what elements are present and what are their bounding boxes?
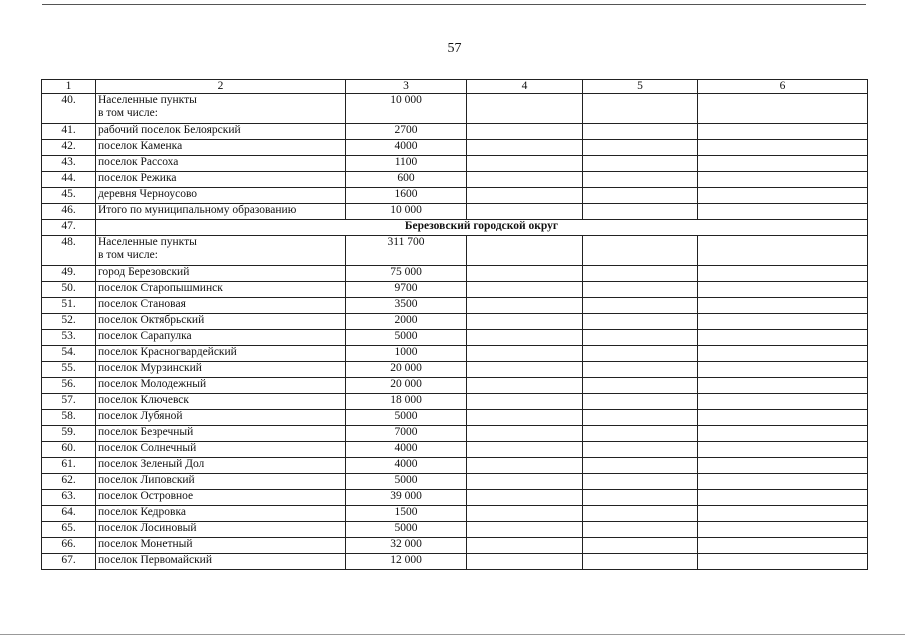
empty-cell: [467, 266, 583, 282]
row-number: 45.: [42, 188, 96, 204]
empty-cell: [583, 442, 698, 458]
settlement-name-cell: [96, 554, 346, 570]
settlement-name: поселок Островное: [98, 490, 194, 502]
settlement-name-cell: [96, 362, 346, 378]
settlement-name: поселок Рассоха: [98, 156, 179, 168]
empty-cell: [698, 188, 868, 204]
column-header: 6: [698, 80, 868, 94]
empty-cell: [583, 378, 698, 394]
population-value: 32 000: [346, 538, 467, 554]
table-row: [42, 330, 868, 346]
population-value: 1600: [346, 188, 467, 204]
empty-cell: [698, 314, 868, 330]
settlement-name: деревня Черноусово: [98, 188, 198, 200]
row-number: 59.: [42, 426, 96, 442]
settlement-name: поселок Становая: [98, 298, 186, 310]
settlement-name-cell: [96, 94, 346, 124]
empty-cell: [467, 314, 583, 330]
settlement-name: поселок Солнечный: [98, 442, 197, 454]
row-number: 53.: [42, 330, 96, 346]
empty-cell: [583, 94, 698, 124]
empty-cell: [583, 362, 698, 378]
settlement-name: поселок Сарапулка: [98, 330, 192, 342]
settlement-name-cell: [96, 410, 346, 426]
empty-cell: [467, 522, 583, 538]
row-number: 51.: [42, 298, 96, 314]
settlement-name-cell: [96, 426, 346, 442]
population-value: 4000: [346, 140, 467, 156]
settlement-name: поселок Первомайский: [98, 554, 212, 566]
settlement-name-cell: [96, 522, 346, 538]
column-header: 5: [583, 80, 698, 94]
row-number: 48.: [42, 236, 96, 266]
empty-cell: [583, 506, 698, 522]
table-row: [42, 282, 868, 298]
row-number: 58.: [42, 410, 96, 426]
population-value: 1100: [346, 156, 467, 172]
settlement-name-cell: [96, 266, 346, 282]
empty-cell: [467, 554, 583, 570]
empty-cell: [583, 346, 698, 362]
bottom-rule: [0, 634, 905, 635]
row-number: 61.: [42, 458, 96, 474]
population-value: 75 000: [346, 266, 467, 282]
settlement-name: поселок Ключевск: [98, 394, 189, 406]
settlement-name: поселок Режика: [98, 172, 177, 184]
table-body: [42, 80, 868, 570]
empty-cell: [467, 378, 583, 394]
top-rule: [42, 4, 866, 5]
empty-cell: [583, 554, 698, 570]
table-row: [42, 236, 868, 266]
row-number: 43.: [42, 156, 96, 172]
settlement-name: поселок Монетный: [98, 538, 193, 550]
population-value: 39 000: [346, 490, 467, 506]
row-number: 41.: [42, 124, 96, 140]
table-row: [42, 314, 868, 330]
settlement-name: поселок Лубяной: [98, 410, 183, 422]
empty-cell: [698, 156, 868, 172]
row-number: 54.: [42, 346, 96, 362]
settlement-name-cell: [96, 314, 346, 330]
empty-cell: [698, 410, 868, 426]
empty-cell: [698, 490, 868, 506]
table-row: [42, 362, 868, 378]
table-row: [42, 522, 868, 538]
empty-cell: [467, 330, 583, 346]
empty-cell: [698, 522, 868, 538]
table-row: [42, 506, 868, 522]
population-value: 2000: [346, 314, 467, 330]
empty-cell: [698, 506, 868, 522]
empty-cell: [467, 506, 583, 522]
population-value: 5000: [346, 330, 467, 346]
empty-cell: [698, 474, 868, 490]
table-row: [42, 172, 868, 188]
settlement-name-cell: [96, 298, 346, 314]
settlement-name: поселок Безречный: [98, 426, 194, 438]
settlement-name-cell: [96, 378, 346, 394]
empty-cell: [698, 172, 868, 188]
empty-cell: [467, 188, 583, 204]
settlement-name-cell: [96, 346, 346, 362]
table-row: [42, 346, 868, 362]
settlement-name: поселок Октябрьский: [98, 314, 205, 326]
empty-cell: [698, 538, 868, 554]
settlement-name-cell: [96, 474, 346, 490]
population-value: 10 000: [346, 94, 467, 124]
population-value: 5000: [346, 522, 467, 538]
settlement-name: поселок Липовский: [98, 474, 195, 486]
row-number: 50.: [42, 282, 96, 298]
row-number: 57.: [42, 394, 96, 410]
settlement-name-cell: [96, 490, 346, 506]
empty-cell: [698, 442, 868, 458]
column-header: 1: [42, 80, 96, 94]
empty-cell: [467, 156, 583, 172]
row-number: 52.: [42, 314, 96, 330]
population-value: 600: [346, 172, 467, 188]
row-number: 40.: [42, 94, 96, 124]
empty-cell: [583, 394, 698, 410]
column-header: 4: [467, 80, 583, 94]
empty-cell: [583, 490, 698, 506]
settlement-name: в том числе:: [98, 249, 158, 261]
table-row: [42, 156, 868, 172]
table-row: [42, 124, 868, 140]
empty-cell: [698, 426, 868, 442]
population-value: 18 000: [346, 394, 467, 410]
empty-cell: [583, 124, 698, 140]
empty-cell: [467, 362, 583, 378]
row-number: 67.: [42, 554, 96, 570]
row-number: 62.: [42, 474, 96, 490]
empty-cell: [467, 490, 583, 506]
column-header: 3: [346, 80, 467, 94]
settlement-name: поселок Кедровка: [98, 506, 186, 518]
population-value: 311 700: [346, 236, 467, 266]
settlement-name-cell: [96, 204, 346, 220]
table-row: [42, 94, 868, 124]
empty-cell: [467, 346, 583, 362]
table-row: [42, 458, 868, 474]
row-number: 65.: [42, 522, 96, 538]
population-value: 5000: [346, 474, 467, 490]
empty-cell: [467, 124, 583, 140]
settlement-name: поселок Зеленый Дол: [98, 458, 205, 470]
empty-cell: [583, 266, 698, 282]
settlements-table: [41, 79, 868, 570]
row-number: 63.: [42, 490, 96, 506]
settlement-name: поселок Каменка: [98, 140, 183, 152]
empty-cell: [698, 282, 868, 298]
population-value: 3500: [346, 298, 467, 314]
row-number: 46.: [42, 204, 96, 220]
empty-cell: [583, 538, 698, 554]
empty-cell: [583, 426, 698, 442]
table-row: [42, 204, 868, 220]
row-number: 44.: [42, 172, 96, 188]
settlement-name: Населенные пункты: [98, 236, 197, 248]
table-row: [42, 394, 868, 410]
empty-cell: [583, 474, 698, 490]
settlement-name-cell: [96, 156, 346, 172]
empty-cell: [698, 266, 868, 282]
settlement-name-cell: [96, 538, 346, 554]
page-number: 57: [447, 41, 462, 56]
empty-cell: [698, 554, 868, 570]
table-row: [42, 140, 868, 156]
empty-cell: [698, 124, 868, 140]
population-value: 12 000: [346, 554, 467, 570]
population-value: 1000: [346, 346, 467, 362]
row-number: 60.: [42, 442, 96, 458]
empty-cell: [467, 140, 583, 156]
empty-cell: [467, 204, 583, 220]
settlement-name: рабочий поселок Белоярский: [98, 124, 241, 136]
empty-cell: [467, 282, 583, 298]
settlement-name: поселок Молодежный: [98, 378, 207, 390]
empty-cell: [467, 538, 583, 554]
empty-cell: [467, 458, 583, 474]
empty-cell: [583, 458, 698, 474]
empty-cell: [467, 236, 583, 266]
settlement-name-cell: [96, 394, 346, 410]
empty-cell: [698, 140, 868, 156]
empty-cell: [583, 172, 698, 188]
empty-cell: [698, 394, 868, 410]
empty-cell: [467, 410, 583, 426]
empty-cell: [698, 236, 868, 266]
settlement-name-cell: [96, 458, 346, 474]
population-value: 10 000: [346, 204, 467, 220]
empty-cell: [467, 426, 583, 442]
settlement-name-cell: [96, 188, 346, 204]
empty-cell: [467, 94, 583, 124]
settlement-name-cell: [96, 282, 346, 298]
settlement-name-cell: [96, 124, 346, 140]
settlement-name: поселок Старопышминск: [98, 282, 223, 294]
empty-cell: [698, 458, 868, 474]
section-title: Березовский городской округ: [96, 220, 868, 236]
empty-cell: [467, 394, 583, 410]
empty-cell: [583, 522, 698, 538]
row-number: 64.: [42, 506, 96, 522]
empty-cell: [467, 172, 583, 188]
row-number: 55.: [42, 362, 96, 378]
settlement-name: в том числе:: [98, 107, 158, 119]
settlement-name: поселок Мурзинский: [98, 362, 202, 374]
table-row: [42, 426, 868, 442]
empty-cell: [583, 236, 698, 266]
empty-cell: [698, 298, 868, 314]
table-row: [42, 188, 868, 204]
table-row: [42, 378, 868, 394]
empty-cell: [583, 204, 698, 220]
population-value: 1500: [346, 506, 467, 522]
table-row: [42, 538, 868, 554]
table-row: [42, 474, 868, 490]
settlement-name-cell: [96, 172, 346, 188]
population-value: 5000: [346, 410, 467, 426]
empty-cell: [698, 362, 868, 378]
row-number: 42.: [42, 140, 96, 156]
empty-cell: [467, 298, 583, 314]
table-row: [42, 298, 868, 314]
settlement-name: поселок Лосиновый: [98, 522, 197, 534]
empty-cell: [583, 330, 698, 346]
empty-cell: [583, 140, 698, 156]
column-header: 2: [96, 80, 346, 94]
empty-cell: [698, 346, 868, 362]
population-value: 9700: [346, 282, 467, 298]
settlement-name-cell: [96, 506, 346, 522]
empty-cell: [583, 410, 698, 426]
settlement-name-cell: [96, 442, 346, 458]
settlement-name: Итого по муниципальному образованию: [98, 204, 297, 216]
empty-cell: [698, 330, 868, 346]
settlement-name: Населенные пункты: [98, 94, 197, 106]
table-row: [42, 410, 868, 426]
empty-cell: [698, 94, 868, 124]
empty-cell: [467, 474, 583, 490]
settlement-name: поселок Красногвардейский: [98, 346, 237, 358]
empty-cell: [467, 442, 583, 458]
population-value: 20 000: [346, 362, 467, 378]
empty-cell: [583, 188, 698, 204]
empty-cell: [698, 378, 868, 394]
empty-cell: [583, 282, 698, 298]
table-row: [42, 554, 868, 570]
row-number: 56.: [42, 378, 96, 394]
row-number: 49.: [42, 266, 96, 282]
population-value: 4000: [346, 458, 467, 474]
row-number: 66.: [42, 538, 96, 554]
population-value: 20 000: [346, 378, 467, 394]
section-row: [42, 220, 868, 236]
table-row: [42, 266, 868, 282]
empty-cell: [583, 298, 698, 314]
settlement-name-cell: [96, 236, 346, 266]
settlement-name: город Березовский: [98, 266, 190, 278]
population-value: 4000: [346, 442, 467, 458]
column-header-row: [42, 80, 868, 94]
settlement-name-cell: [96, 140, 346, 156]
table-row: [42, 442, 868, 458]
population-value: 2700: [346, 124, 467, 140]
row-number: 47.: [42, 220, 96, 236]
population-value: 7000: [346, 426, 467, 442]
settlement-name-cell: [96, 330, 346, 346]
empty-cell: [698, 204, 868, 220]
empty-cell: [583, 156, 698, 172]
table-row: [42, 490, 868, 506]
empty-cell: [583, 314, 698, 330]
